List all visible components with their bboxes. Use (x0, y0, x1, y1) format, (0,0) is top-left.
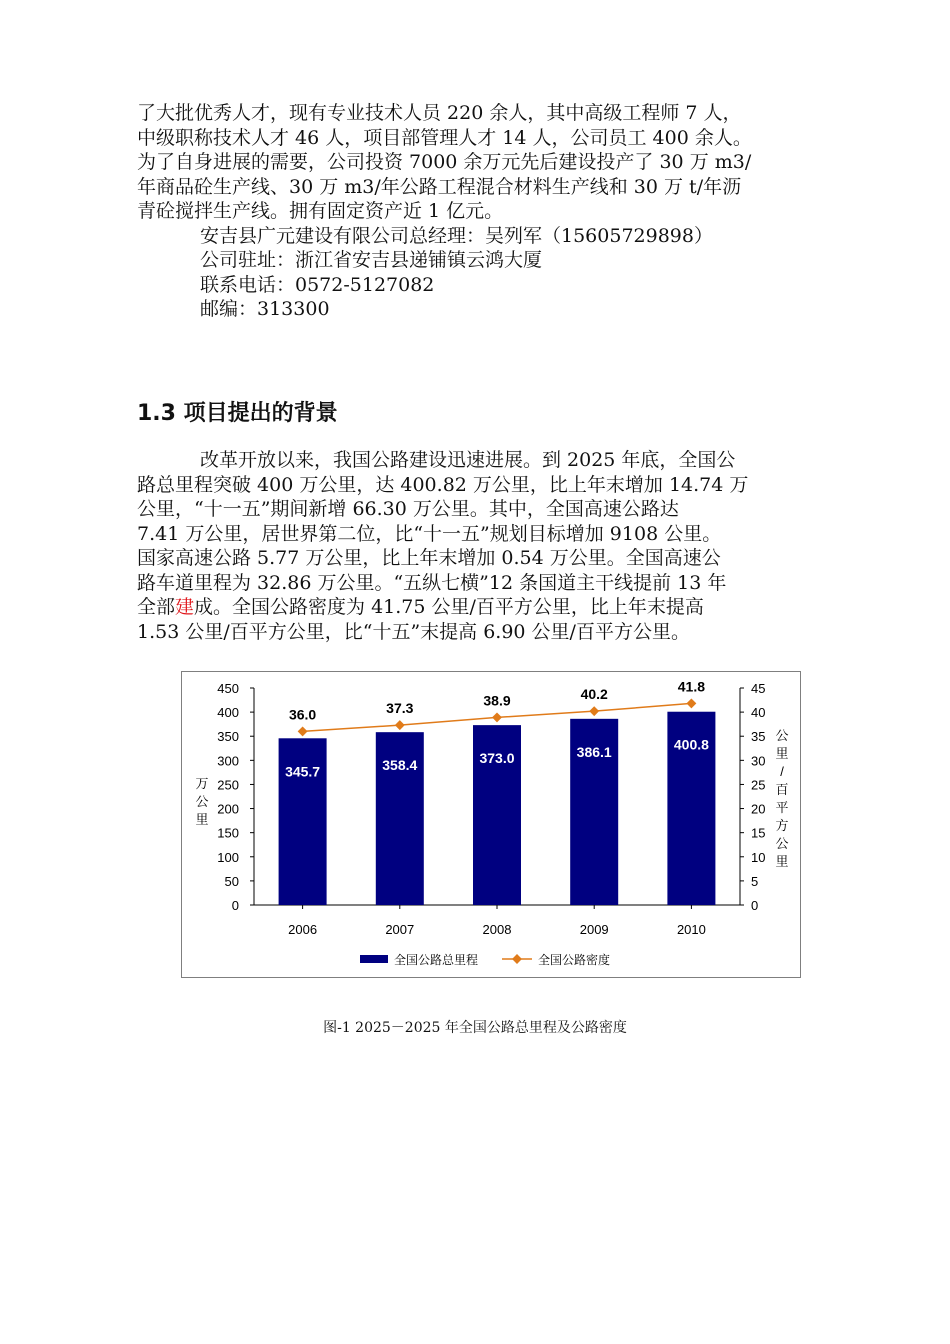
figure-caption: 图-1 2025－2025 年全国公路总里程及公路密度 (323, 1020, 627, 1036)
left-tick-label: 50 (224, 873, 239, 889)
left-axis-title-char: 万 (195, 776, 209, 791)
right-tick-label: 40 (751, 705, 766, 721)
text-line: 7.41 万公里，居世界第二位，比“十一五”规划目标增加 9108 公里。 (137, 522, 722, 545)
right-axis-title-char: 百 (775, 782, 789, 797)
left-tick-label: 150 (217, 825, 239, 841)
right-tick-label: 45 (751, 681, 766, 696)
text-line: 路车道里程为 32.86 万公里。“五纵七横”12 条国道主干线提前 13 年 (137, 571, 727, 594)
left-tick-label: 100 (217, 849, 239, 865)
right-tick-label: 20 (751, 801, 766, 817)
text-line: 改革开放以来，我国公路建设迅速进展。到 2025 年底，全国公 (200, 449, 736, 471)
density-point (492, 712, 502, 722)
highlighted-char: 建 (175, 596, 195, 618)
left-tick-label: 300 (217, 753, 239, 769)
x-tick-label: 2006 (288, 922, 318, 937)
density-value-label: 37.3 (386, 700, 414, 717)
chart-canvas (182, 672, 802, 979)
legend-bar-label: 全国公路总里程 (394, 953, 479, 967)
right-tick-label: 5 (751, 873, 759, 889)
right-tick-label: 10 (751, 849, 766, 865)
contact-manager: 安吉县广元建设有限公司总经理：吴列军（15605729898） (200, 224, 713, 247)
text-line: 青砼搅拌生产线。拥有固定资产近 1 亿元。 (137, 200, 504, 222)
left-tick-label: 350 (217, 729, 239, 745)
contact-postcode: 邮编：313300 (200, 298, 330, 320)
left-tick-label: 400 (217, 705, 239, 721)
road-mileage-chart (181, 671, 801, 978)
x-tick-label: 2010 (676, 922, 706, 937)
left-tick-label: 0 (231, 898, 239, 913)
right-axis-title-char: 里 (775, 746, 789, 761)
bar-value-label: 373.0 (479, 750, 515, 767)
density-point (395, 720, 405, 730)
x-tick-label: 2008 (482, 922, 512, 937)
right-tick-label: 30 (751, 753, 766, 769)
left-axis-title-char: 里 (195, 812, 209, 827)
x-tick-label: 2009 (579, 922, 609, 937)
text-line: 国家高速公路 5.77 万公里，比上年末增加 0.54 万公里。全国高速公 (137, 547, 721, 569)
right-tick-label: 15 (751, 825, 766, 841)
contact-address: 公司驻址：浙江省安吉县递铺镇云鸿大厦 (200, 249, 543, 271)
left-tick-label: 200 (217, 801, 239, 817)
legend-line-label: 全国公路密度 (538, 953, 611, 967)
bar-value-label: 358.4 (382, 757, 418, 774)
x-tick-label: 2007 (385, 922, 415, 937)
text-line: 路总里程突破 400 万公里，达 400.82 万公里，比上年末增加 14.74 万 (137, 473, 749, 496)
text-line: 1.53 公里/百平方公里，比“十五”末提高 6.90 公里/百平方公里。 (137, 620, 690, 643)
density-point (298, 726, 308, 736)
contact-phone: 联系电话：0572-5127082 (200, 273, 435, 296)
density-value-label: 36.0 (288, 706, 317, 723)
right-tick-label: 35 (751, 729, 766, 745)
legend-line-marker (512, 954, 522, 964)
density-point (589, 706, 599, 716)
density-value-label: 38.9 (483, 692, 511, 709)
right-axis-title-char: / (780, 764, 784, 779)
text-line: 年商品砼生产线、30 万 m3/年公路工程混合材料生产线和 30 万 t/年沥 (137, 175, 742, 198)
text-line: 了大批优秀人才，现有专业技术人员 220 余人，其中高级工程师 7 人， (137, 102, 742, 124)
right-tick-label: 0 (751, 898, 759, 913)
text-line: 为了自身进展的需要，公司投资 7000 余万元先后建设投产了 30 万 m3/ (137, 151, 752, 173)
left-tick-label: 250 (217, 777, 239, 793)
density-value-label: 40.2 (580, 686, 608, 703)
bar-value-label: 345.7 (285, 763, 321, 780)
text-segment: 成。全国公路密度为 41.75 公里/百平方公里，比上年末提高 (194, 596, 704, 618)
text-segment: 全部 (137, 596, 176, 618)
section-heading: 1.3 项目提出的背景 (137, 401, 338, 426)
bar-value-label: 386.1 (576, 743, 612, 760)
text-line (137, 595, 817, 620)
right-axis-title-char: 方 (775, 818, 789, 833)
right-tick-label: 25 (751, 777, 766, 793)
intro-paragraph (137, 101, 817, 322)
left-axis-title-char: 公 (195, 794, 209, 809)
background-paragraph (137, 448, 817, 644)
density-value-label: 41.8 (677, 678, 706, 695)
right-axis-title-char: 平 (775, 800, 789, 815)
bar-value-label: 400.8 (673, 736, 709, 753)
text-line: 公里，“十一五”期间新增 66.30 万公里。其中，全国高速公路达 (137, 498, 679, 520)
right-axis-title-char: 里 (775, 854, 789, 869)
text-line: 中级职称技术人才 46 人，项目部管理人才 14 人，公司员工 400 余人。 (137, 126, 752, 149)
left-tick-label: 450 (217, 681, 239, 696)
legend-bar-swatch (360, 955, 388, 963)
density-point (686, 698, 696, 708)
right-axis-title-char: 公 (775, 836, 789, 851)
right-axis-title-char: 公 (775, 728, 789, 743)
